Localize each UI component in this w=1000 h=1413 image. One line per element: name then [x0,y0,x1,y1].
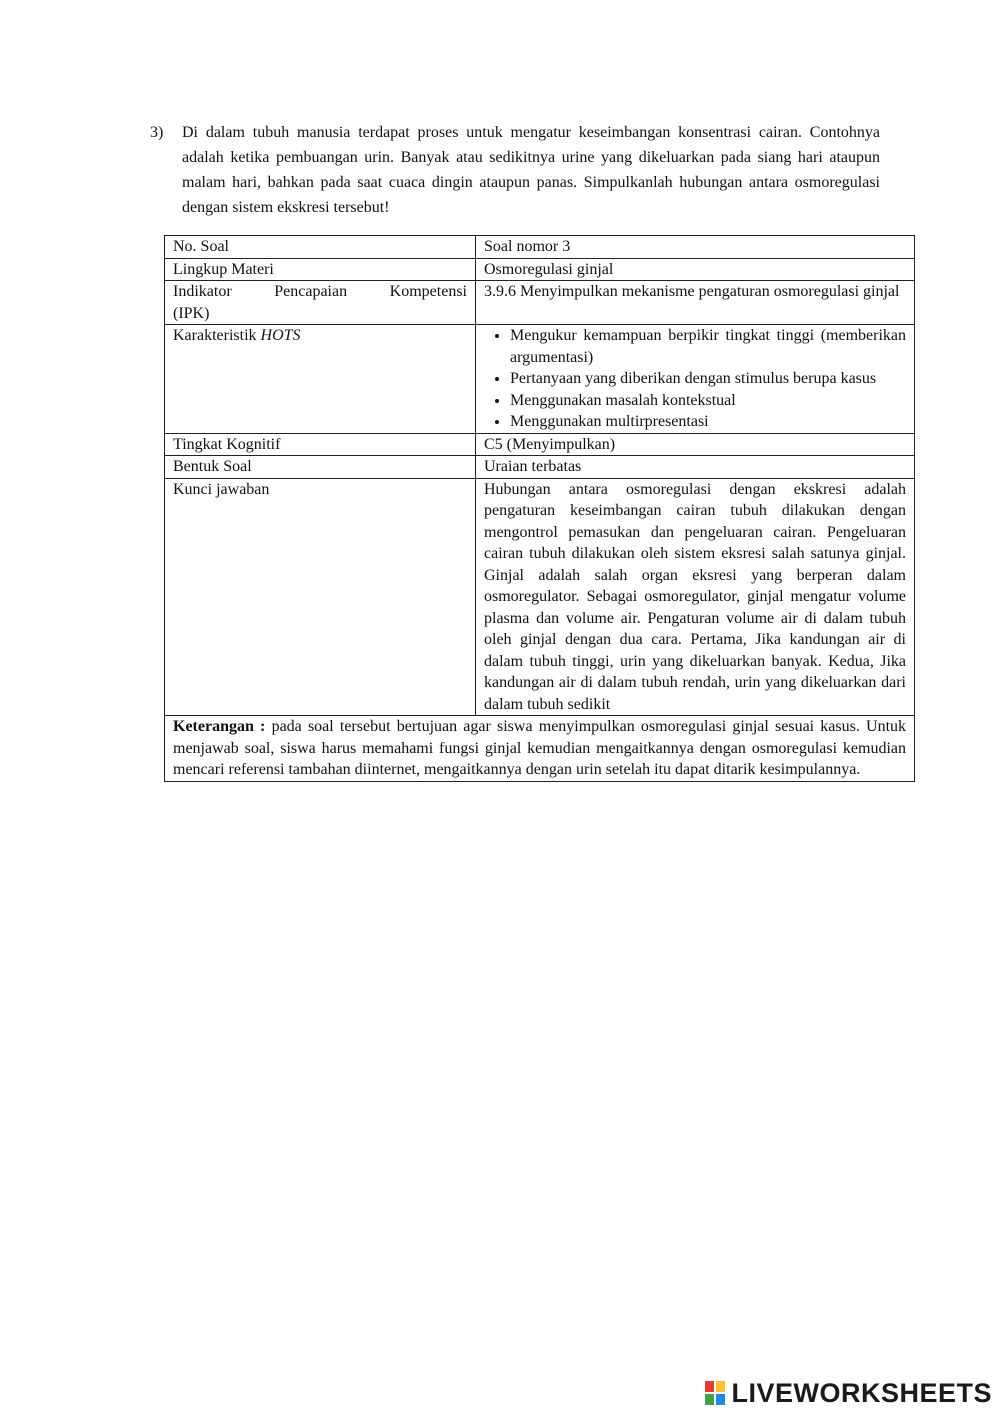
hots-list [484,325,906,433]
question-text: Di dalam tubuh manusia terdapat proses untuk mengatur keseimbangan konsentrasi cairan. Contohnya adalah ketika pembuangan urin. Banyak atau sedikitnya urine yang dikeluarkan pada siang hari ataupun malam hari, bahkan pada saat cuaca dingin ataupun panas. Simpulkanlah hubungan antara osmoregulasi dengan sistem ekskresi tersebut! [182,124,880,216]
question-number: 3) [150,124,164,141]
logo-square-3 [705,1394,714,1405]
label-hots [165,325,476,434]
question-block [150,120,880,220]
value-bentuk-soal: Uraian terbatas [476,456,915,479]
logo-square-2 [716,1381,725,1392]
label-bentuk-soal: Bentuk Soal [165,456,476,479]
value-hots [476,325,915,434]
label-tingkat-kognitif: Tingkat Kognitif [165,433,476,456]
label-ipk-word2: Pencapaian [274,283,348,300]
liveworksheets-wordmark: LIVEWORKSHEETS [731,1378,992,1408]
keterangan-text: pada soal tersebut bertujuan agar siswa menyimpulkan osmoregulasi ginjal sesuai kasus. Untuk menjawab soal, siswa harus memahami fungsi ginjal kemudian mengaitkannya dengan osmoregulasi kemudian mencari referensi tambahan diinternet, mengaitkannya dengan urin setelah itu dapat ditarik kesimpulannya. [173,718,907,778]
label-hots-italic: HOTS [260,327,301,344]
keterangan-label: Keterangan : [173,718,266,735]
table-row [165,433,915,456]
value-ipk: 3.9.6 Menyimpulkan mekanisme pengaturan osmoregulasi ginjal [476,281,915,325]
table-row [165,456,915,479]
list-item: • Mengukur kemampuan berpikir tingkat tinggi (memberikan argumentasi) [510,325,906,368]
table-row [165,281,915,325]
keterangan-cell [165,716,915,782]
label-ipk [165,281,476,325]
table-row [165,236,915,259]
table-row [165,716,915,782]
logo-square-1 [705,1381,714,1392]
table-row [165,258,915,281]
liveworksheets-logo [705,1378,992,1409]
label-ipk-word1: Indikator [173,283,232,300]
label-no-soal: No. Soal [165,236,476,259]
label-ipk-line2: (IPK) [173,304,210,322]
label-lingkup-materi: Lingkup Materi [165,258,476,281]
value-no-soal: Soal nomor 3 [476,236,915,259]
value-tingkat-kognitif: C5 (Menyimpulkan) [476,433,915,456]
table-row [165,325,915,434]
label-hots-text: Karakteristik [173,327,261,344]
list-item: • Pertanyaan yang diberikan dengan stimulus berupa kasus [510,368,906,390]
list-item: • Menggunakan masalah kontekstual [510,390,906,412]
label-kunci-jawaban: Kunci jawaban [165,478,476,716]
list-item: • Menggunakan multirpresentasi [510,411,906,433]
logo-square-4 [716,1394,725,1405]
liveworksheets-logo-icon [705,1381,727,1407]
label-ipk-word3: Kompetensi [389,283,467,300]
value-lingkup-materi: Osmoregulasi ginjal [476,258,915,281]
table-row [165,478,915,716]
question-rubric-table [164,235,915,782]
value-kunci-jawaban: Hubungan antara osmoregulasi dengan ekskresi adalah pengaturan keseimbangan cairan tubuh dilakukan dengan mengontrol pemasukan dan pengeluaran cairan. Pengeluaran cairan tubuh dilakukan oleh sistem eksresi salah satunya ginjal. Ginjal adalah salah organ eksresi yang berperan dalam osmoregulator. Sebagai osmoregulator, ginjal mengatur volume plasma dan volume air. Pengaturan volume air di dalam tubuh oleh ginjal dengan dua cara. Pertama, Jika kandungan air di dalam tubuh tinggi, urin yang dikeluarkan banyak. Kedua, Jika kandungan air di dalam tubuh rendah, urin yang dikeluarkan dari dalam tubuh sedikit [476,478,915,716]
